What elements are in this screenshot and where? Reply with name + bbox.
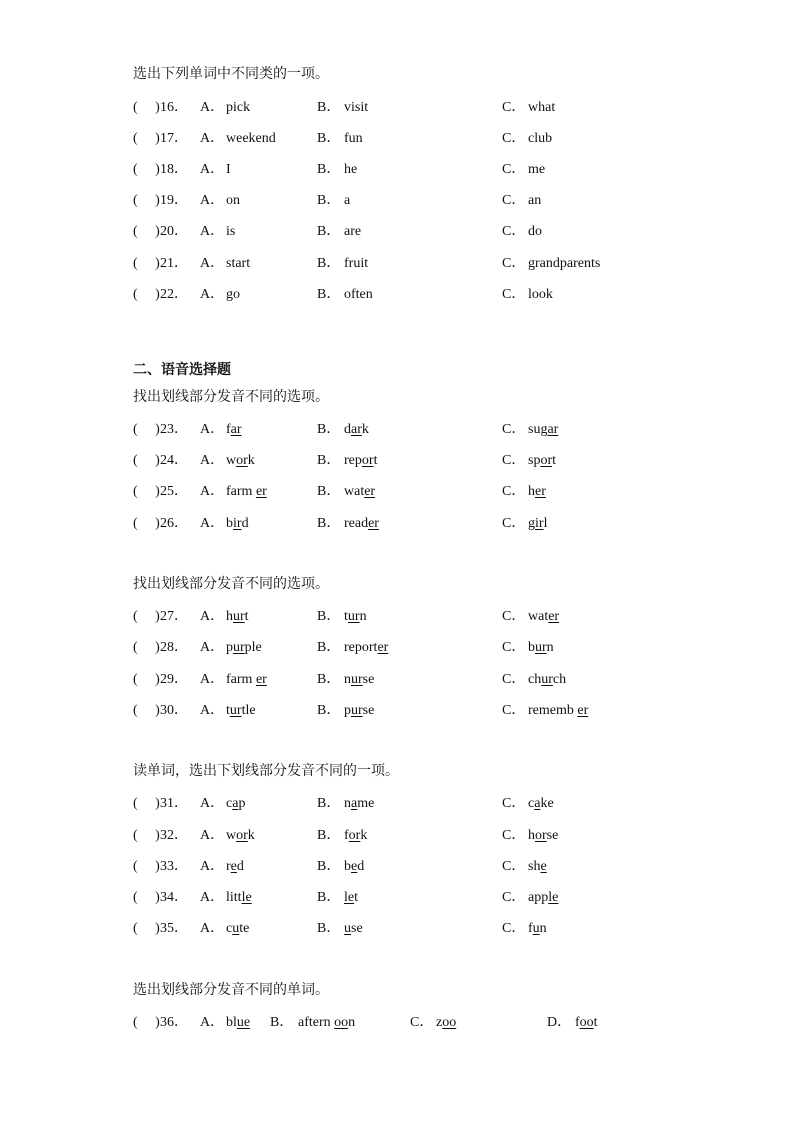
option-label-c: C． [502, 193, 526, 208]
underlined-part: er [368, 516, 379, 531]
answer-blank: ( ) [133, 890, 160, 905]
underlined-part: u [344, 921, 351, 936]
section-instruction: 找出划线部分发音不同的选项。 [133, 577, 329, 592]
question-number: 32． [160, 828, 188, 843]
underlined-part: u [232, 921, 240, 936]
option-label-b: B． [317, 516, 341, 531]
option-word: let [344, 890, 358, 905]
option-word: do [528, 224, 542, 239]
option-word: far [226, 422, 242, 437]
option-word: me [528, 162, 546, 177]
question-row [133, 639, 753, 657]
option-label-c: C． [502, 890, 526, 905]
option-word: burn [528, 640, 554, 655]
answer-blank: ( ) [133, 672, 160, 687]
option-label-c: C． [410, 1015, 434, 1030]
option-word: zoo [436, 1015, 457, 1030]
option-word: sugar [528, 422, 559, 437]
underlined-part: ur [229, 703, 242, 718]
answer-blank: ( ) [133, 100, 160, 115]
option-word: work [226, 828, 255, 843]
question-number: 36． [160, 1015, 188, 1030]
option-label-b: B． [317, 796, 341, 811]
answer-blank: ( ) [133, 131, 160, 146]
underlined-part: or [540, 453, 553, 468]
option-label-c: C． [502, 422, 526, 437]
option-word: purse [344, 703, 375, 718]
option-word: aftern oon [298, 1015, 356, 1030]
option-word: use [344, 921, 363, 936]
underlined-part: ar [351, 422, 362, 437]
option-word: little [226, 890, 252, 905]
option-word: nurse [344, 672, 375, 687]
underlined-part: ur [351, 703, 363, 718]
option-label-b: B． [317, 224, 341, 239]
option-word: farm er [226, 672, 267, 687]
option-word: what [528, 100, 556, 115]
underlined-part: e [230, 859, 237, 874]
question-row [133, 920, 753, 938]
question-row [133, 99, 753, 117]
option-label-c: C． [502, 516, 526, 531]
option-word: fun [344, 131, 363, 146]
option-word: look [528, 287, 553, 302]
option-word: on [226, 193, 240, 208]
option-label-c: C． [502, 453, 526, 468]
underlined-part: ur [541, 672, 553, 687]
option-label-b: B． [317, 703, 341, 718]
underlined-part: er [364, 484, 376, 499]
question-row [133, 858, 753, 876]
option-label-a: A． [200, 703, 225, 718]
option-label-a: A． [200, 100, 225, 115]
option-word: farm er [226, 484, 267, 499]
question-row [133, 702, 753, 720]
option-label-a: A． [200, 828, 225, 843]
option-label-a: A． [200, 516, 225, 531]
section-instruction: 找出划线部分发音不同的选项。 [133, 390, 329, 405]
underlined-part: le [344, 890, 355, 905]
option-label-b: B． [317, 256, 341, 271]
option-label-a: A． [200, 672, 225, 687]
option-label-b: B． [317, 100, 341, 115]
option-label-a: A． [200, 422, 225, 437]
question-number: 26． [160, 516, 188, 531]
option-label-a: A． [200, 453, 225, 468]
question-number: 17． [160, 131, 188, 146]
option-label-c: C． [502, 921, 526, 936]
option-label-c: C． [502, 609, 526, 624]
option-word: I [226, 162, 231, 177]
underlined-part: u [532, 921, 540, 936]
option-word: purple [226, 640, 262, 655]
underlined-part: ue [236, 1015, 251, 1030]
option-word: water [344, 484, 376, 499]
answer-blank: ( ) [133, 256, 160, 271]
option-label-c: C． [502, 224, 526, 239]
option-label-b: B． [270, 1015, 294, 1030]
option-label-a: A． [200, 640, 225, 655]
option-label-c: C． [502, 796, 526, 811]
option-label-b: B． [317, 640, 341, 655]
underlined-part: ur [535, 640, 547, 655]
option-word: are [344, 224, 362, 239]
option-label-b: B． [317, 921, 341, 936]
question-number: 28． [160, 640, 188, 655]
underlined-part: a [351, 796, 358, 811]
underlined-part: er [255, 672, 267, 687]
question-row [133, 483, 753, 501]
option-label-a: A． [200, 890, 225, 905]
option-label-c: C． [502, 640, 526, 655]
option-label-a: A． [200, 484, 225, 499]
option-word: fun [528, 921, 547, 936]
option-label-c: C． [502, 287, 526, 302]
option-word: name [344, 796, 375, 811]
underlined-part: or [348, 828, 361, 843]
option-word: rememb er [528, 703, 589, 718]
option-label-b: B． [317, 162, 341, 177]
question-number: 22． [160, 287, 188, 302]
option-label-a: A． [200, 287, 225, 302]
question-row [133, 827, 753, 845]
question-row [133, 671, 753, 689]
option-label-b: B． [317, 672, 341, 687]
answer-blank: ( ) [133, 640, 160, 655]
option-label-c: C． [502, 131, 526, 146]
option-word: often [344, 287, 373, 302]
underlined-part: oo [334, 1015, 349, 1030]
underlined-part: or [236, 828, 248, 843]
answer-blank: ( ) [133, 193, 160, 208]
option-label-c: C． [502, 672, 526, 687]
underlined-part: ur [233, 609, 245, 624]
underlined-part: or [535, 828, 547, 843]
option-label-a: A． [200, 921, 225, 936]
option-word: fruit [344, 256, 369, 271]
option-label-b: B． [317, 422, 341, 437]
option-word: he [344, 162, 358, 177]
question-number: 19． [160, 193, 188, 208]
option-word: cute [226, 921, 250, 936]
option-word: cake [528, 796, 554, 811]
question-number: 20． [160, 224, 188, 239]
underlined-part: le [548, 890, 559, 905]
option-word: reader [344, 516, 379, 531]
question-number: 27． [160, 609, 188, 624]
option-word: hurt [226, 609, 249, 624]
option-word: bird [226, 516, 249, 531]
underlined-part: er [548, 609, 560, 624]
question-row [133, 192, 753, 210]
answer-blank: ( ) [133, 859, 160, 874]
option-label-b: B． [317, 484, 341, 499]
underlined-part: er [255, 484, 267, 499]
option-word: work [226, 453, 255, 468]
option-word: foot [575, 1015, 598, 1030]
option-label-a: A． [200, 796, 225, 811]
option-word: a [344, 193, 351, 208]
question-number: 21． [160, 256, 188, 271]
option-label-c: C． [502, 484, 526, 499]
underlined-part: ur [233, 640, 245, 655]
question-number: 18． [160, 162, 188, 177]
underlined-part: ir [535, 516, 544, 531]
option-label-c: C． [502, 162, 526, 177]
option-label-b: B． [317, 890, 341, 905]
question-number: 23． [160, 422, 188, 437]
option-word: church [528, 672, 567, 687]
question-number: 31． [160, 796, 188, 811]
question-number: 33． [160, 859, 188, 874]
answer-blank: ( ) [133, 796, 160, 811]
option-label-b: B． [317, 453, 341, 468]
question-row [133, 1014, 753, 1032]
option-label-b: B． [317, 859, 341, 874]
question-number: 30． [160, 703, 188, 718]
question-row [133, 130, 753, 148]
option-word: club [528, 131, 553, 146]
option-word: her [528, 484, 546, 499]
question-row [133, 452, 753, 470]
option-word: apple [528, 890, 559, 905]
option-word: she [528, 859, 547, 874]
option-word: start [226, 256, 251, 271]
option-label-c: C． [502, 828, 526, 843]
option-label-b: B． [317, 828, 341, 843]
question-number: 35． [160, 921, 188, 936]
option-word: go [226, 287, 240, 302]
option-label-a: A． [200, 256, 225, 271]
underlined-part: or [236, 453, 248, 468]
underlined-part: a [534, 796, 541, 811]
option-label-a: A． [200, 609, 225, 624]
underlined-part: er [577, 703, 589, 718]
question-row [133, 223, 753, 241]
option-label-b: B． [317, 193, 341, 208]
option-label-c: C． [502, 100, 526, 115]
answer-blank: ( ) [133, 422, 160, 437]
underlined-part: er [377, 640, 389, 655]
underlined-part: ur [351, 672, 363, 687]
question-row [133, 255, 753, 273]
answer-blank: ( ) [133, 703, 160, 718]
section-heading: 二、语音选择题 [133, 363, 231, 378]
option-word: pick [226, 100, 251, 115]
section-instruction: 读单词，选出下划线部分发音不同的一项。 [133, 764, 399, 779]
option-word: cap [226, 796, 246, 811]
underlined-part: e [540, 859, 547, 874]
option-word: red [226, 859, 244, 874]
option-word: an [528, 193, 542, 208]
option-word: report [344, 453, 378, 468]
answer-blank: ( ) [133, 921, 160, 936]
option-word: sport [528, 453, 557, 468]
option-word: visit [344, 100, 369, 115]
answer-blank: ( ) [133, 224, 160, 239]
option-label-c: C． [502, 703, 526, 718]
option-label-a: A． [200, 859, 225, 874]
option-label-b: B． [317, 287, 341, 302]
option-label-d: D． [547, 1015, 572, 1030]
question-row [133, 795, 753, 813]
question-row [133, 889, 753, 907]
underlined-part: ur [347, 609, 360, 624]
option-word: bed [344, 859, 365, 874]
option-word: dark [344, 422, 369, 437]
answer-blank: ( ) [133, 287, 160, 302]
answer-blank: ( ) [133, 162, 160, 177]
question-row [133, 515, 753, 533]
option-label-a: A． [200, 1015, 225, 1030]
option-word: water [528, 609, 560, 624]
underlined-part: e [351, 859, 358, 874]
underlined-part: oo [579, 1015, 594, 1030]
option-word: reporter [344, 640, 389, 655]
question-number: 16． [160, 100, 188, 115]
answer-blank: ( ) [133, 1015, 160, 1030]
question-row [133, 608, 753, 626]
option-word: fork [344, 828, 368, 843]
section-instruction: 选出下列单词中不同类的一项。 [133, 67, 329, 82]
question-number: 25． [160, 484, 188, 499]
question-row [133, 421, 753, 439]
option-label-a: A． [200, 193, 225, 208]
option-label-b: B． [317, 131, 341, 146]
underlined-part: ir [233, 516, 242, 531]
question-row [133, 286, 753, 304]
answer-blank: ( ) [133, 828, 160, 843]
section-instruction: 选出划线部分发音不同的单词。 [133, 983, 329, 998]
underlined-part: er [535, 484, 546, 499]
option-word: blue [226, 1015, 251, 1030]
option-word: horse [528, 828, 559, 843]
question-number: 34． [160, 890, 188, 905]
option-word: is [226, 224, 236, 239]
underlined-part: le [241, 890, 252, 905]
underlined-part: ar [547, 422, 559, 437]
option-word: turtle [226, 703, 256, 718]
question-number: 29． [160, 672, 188, 687]
option-label-a: A． [200, 131, 225, 146]
option-label-c: C． [502, 859, 526, 874]
answer-blank: ( ) [133, 453, 160, 468]
option-label-a: A． [200, 224, 225, 239]
option-word: grandparents [528, 256, 601, 271]
option-word: turn [344, 609, 367, 624]
question-number: 24． [160, 453, 188, 468]
underlined-part: a [232, 796, 239, 811]
answer-blank: ( ) [133, 484, 160, 499]
underlined-part: oo [442, 1015, 457, 1030]
answer-blank: ( ) [133, 516, 160, 531]
option-label-b: B． [317, 609, 341, 624]
option-word: weekend [226, 131, 276, 146]
option-label-c: C． [502, 256, 526, 271]
question-row [133, 161, 753, 179]
option-word: girl [528, 516, 548, 531]
underlined-part: ar [230, 422, 242, 437]
answer-blank: ( ) [133, 609, 160, 624]
option-label-a: A． [200, 162, 225, 177]
underlined-part: or [361, 453, 374, 468]
